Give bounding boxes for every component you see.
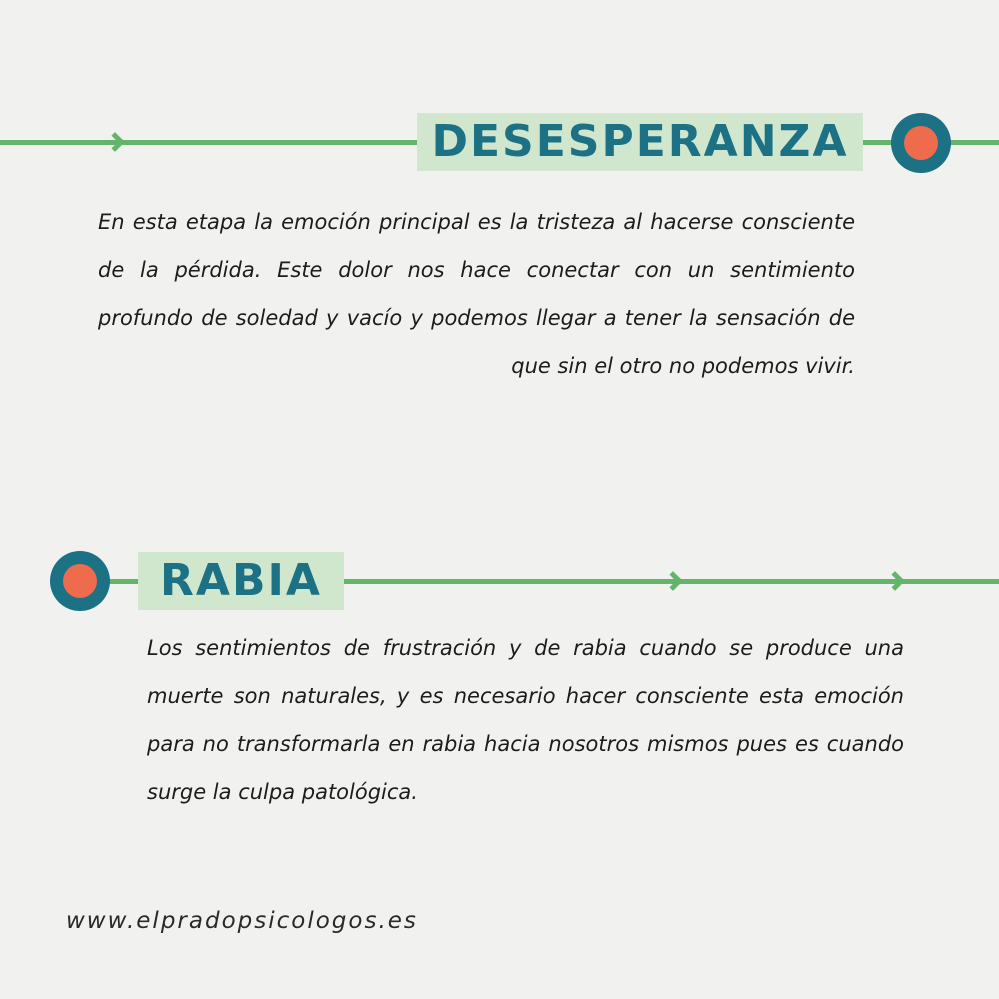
title-badge-desesperanza xyxy=(417,113,863,171)
section-title: DESESPERANZA xyxy=(431,116,849,167)
chevron-right-icon xyxy=(885,571,905,591)
section-paragraph: Los sentimientos de frustración y de rabia cuando se produce una muerte son naturales, y es necesario hacer consciente esta emoción para no transformarla en rabia hacia nosotros mismos pues es cuando surge la culpa patológica. xyxy=(147,636,904,804)
timeline-dot-icon xyxy=(891,113,951,173)
title-badge-rabia xyxy=(138,552,344,610)
chevron-right-icon xyxy=(105,132,125,152)
section-paragraph: En esta etapa la emoción principal es la tristeza al hacerse consciente de la pérdida. Este dolor nos hace conectar con un sentimiento profundo de soledad y vacío y podemos llegar a tener la sensación de que sin el otro no podemos vivir. xyxy=(98,210,855,378)
section-title: RABIA xyxy=(160,555,322,606)
website-url: www.elpradopsicologos.es xyxy=(66,908,418,934)
timeline-line-1-left xyxy=(0,140,420,145)
timeline-dot-icon xyxy=(50,551,110,611)
chevron-right-icon xyxy=(663,571,683,591)
